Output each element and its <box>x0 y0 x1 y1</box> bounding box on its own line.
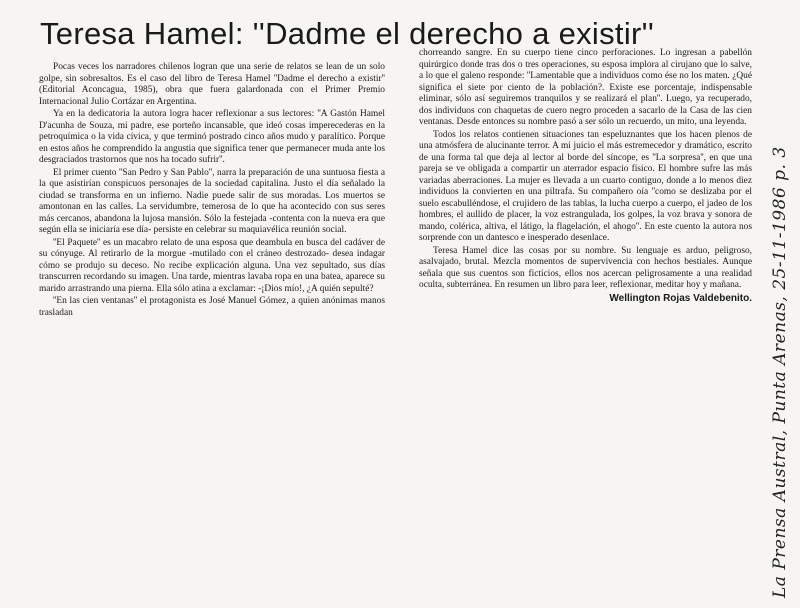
paragraph: chorreando sangre. En su cuerpo tiene cinco perforaciones. Lo ingresan a pabellón quirúrgico donde tras dos o tres operaciones, su esposa implora al cirujano que lo salve, a lo que el galeno responde: ''Lamentable que a individuos como ése no los maten. ¿Qué significa el siete por ciento de la población?. Existe ese porcentaje, indispensable eliminar, sólo así seguiremos tranquilos y se realizará el plan''. Luego, ya recuperado, dos individuos con chaquetas de cuero negro proceden a sacarlo de la Casa de las cien ventanas. Desde entonces su nombre pasó a ser sólo un recuerdo, un mito, una leyenda. <box>419 48 752 127</box>
handwritten-source-note: La Prensa Austral, Punta Arenas, 25-11-1986 p. 3 <box>770 146 790 598</box>
paragraph: El primer cuento ''San Pedro y San Pablo'', narra la preparación de una suntuosa fiesta a la que asistirían conspicuos personajes de la sociedad capitalina. Justo el día señalado la ciudad se transforma en un infierno. Nadie puede salir de sus moradas. Los muertos se amontonan en las calles. La servidumbre, temerosa de lo que ha acontecido con sus seres más cercanos, abandona la lujosa mansión. Sólo la festejada -contenta con la nueva era que según ella se iniciaría ese día- persiste en celebrar su maquiavélica reunión social. <box>39 167 385 235</box>
paragraph: Todos los relatos contienen situaciones tan espeluznantes que los hacen plenos de una atmósfera de alucinante terror. A mi juicio el más estremecedor y dramático, escrito de una forma tal que deja al lector al borde del síncope, es ''La sorpresa'', en que una pareja se ve obligada a compartir un aterrador espacio físico. El hombre sufre las más variadas aberraciones. La mujer es llevada a un cuarto contiguo, donde a lo menos diez individuos la convierten en una piltrafa. Su compañero oía ''como se deslizaba por el suelo escabulléndose, el crujidero de las tablas, la lucha cuerpo a cuerpo, el jadeo de los hombres, el aullido de placer, la voz estrangulada, los golpes, la voz brava y sonora de mando, colérica, altiva, el látigo, la flagelación, el ahogo''. En este cuento la autora nos sorprende con un dantesco e inesperado desenlace. <box>419 129 752 243</box>
left-column <box>39 62 385 597</box>
paragraph: ''En las cien ventanas'' el protagonista es José Manuel Gómez, a quien anónimas manos trasladan <box>39 296 385 318</box>
article-headline: Teresa Hamel: ''Dadme el derecho a existir'' <box>40 16 655 51</box>
author-signature: Wellington Rojas Valdebenito. <box>609 292 752 304</box>
paragraph: ''El Paquete'' es un macabro relato de una esposa que deambula en busca del cadáver de su cónyuge. Al retirarlo de la morgue -mutilado con el cráneo destrozado- desea indagar cómo se produjo su deceso. No recibe explicación alguna. Una vez sepultado, sus días transcurren recordando su imagen. Una tarde, mientras lavaba ropa en una batea, aparece su marido arrastrando una pierna. Ella sólo atina a exclamar: -¡Dios mío!, ¿A quién sepulté? <box>39 237 385 294</box>
right-column <box>419 48 752 596</box>
paragraph: Pocas veces los narradores chilenos logran que una serie de relatos se lean de un solo golpe, sin sobresaltos. Es el caso del libro de Teresa Hamel ''Dadme el derecho a existir'' (Editorial Aconcagua, 1985), obra que fuera galardonada con el Primer Premio Internacional Julio Cortázar en Argentina. <box>39 62 385 107</box>
paragraph: Ya en la dedicatoria la autora logra hacer reflexionar a sus lectores: ''A Gastón Hamel D'acunha de Souza, mi padre, ese porteño incansable, que ideó cosas imperecederas en la petroquímica o la vida cívica, y que terminó postrado cinco años mudo y paralítico. Porque en estos años he comprendido la angustia que significa tener que permanecer muda ante los desgraciados trastornos que nos ha tocado sufrir''. <box>39 109 385 165</box>
paragraph: Teresa Hamel dice las cosas por su nombre. Su lenguaje es arduo, peligroso, asalvajado, brutal. Mezcla momentos de supervivencia con hechos bestiales. Aunque señala que sus cuentos son ficticios, ellos nos acercan peligrosamente a una realidad oculta, subterránea. En resumen un libro para leer, reflexionar, meditar hoy y mañana. <box>419 245 752 290</box>
